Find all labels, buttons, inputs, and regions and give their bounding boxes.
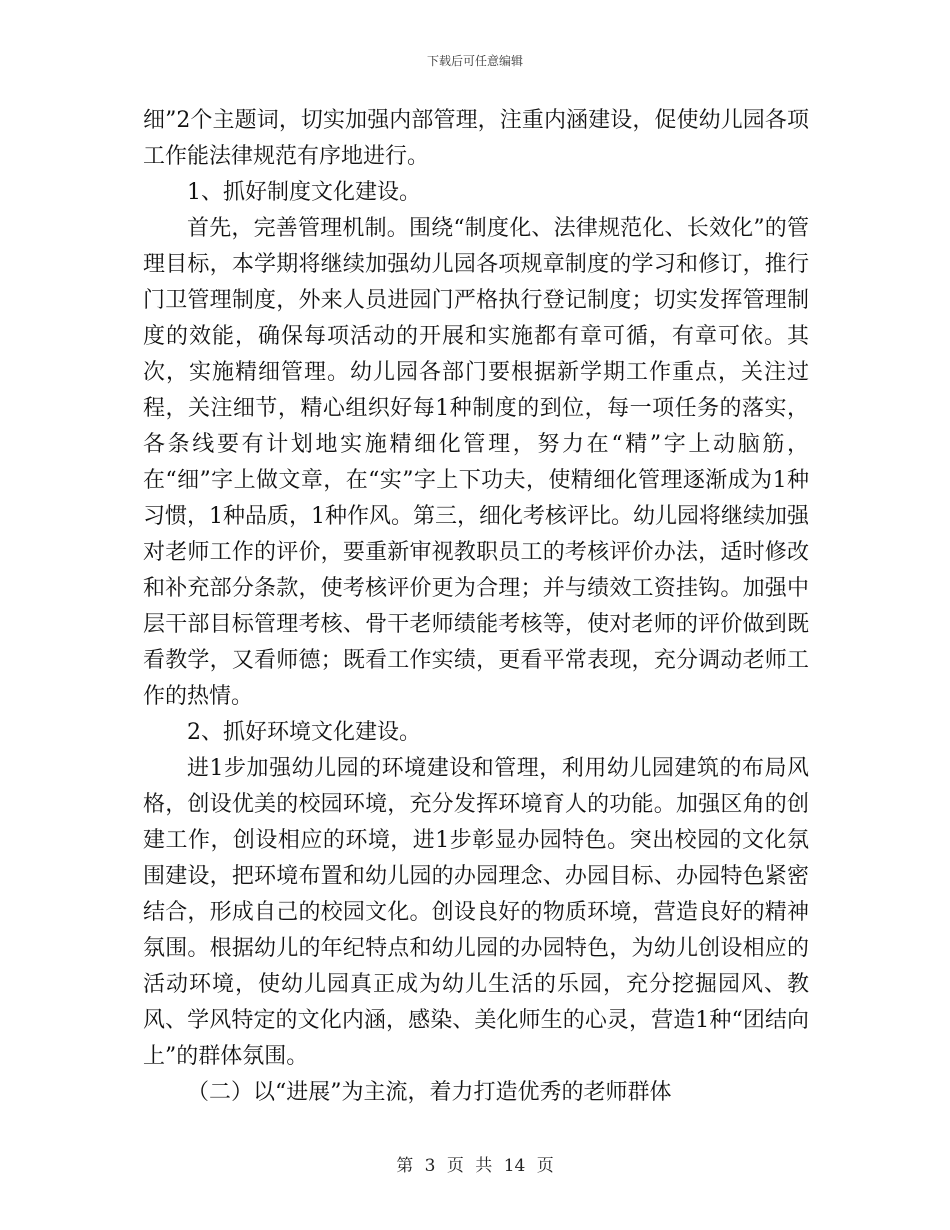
subsection-heading: （二）以“进展”为主流，着力打造优秀的老师群体	[187, 1080, 672, 1105]
section-heading-2: 2、抓好环境文化建设。	[187, 720, 421, 745]
paragraph-management: 首先，完善管理机制。围绕“制度化、法律规范化、长效化”的管理目标，本学期将继续加强幼儿园各项规章制度的学习和修订，推行门卫管理制度，外来人员进园门严格执行登记制度；切实发挥管理制度的效能，确保每项活动的开展和实施都有章可循，有章可依。其次，实施精细管理。幼儿园各部门要根据新学期工作重点，关注过程，关注细节，精心组织好每1种制度的到位，每一项任务的落实，各条线要有计划地实施精细化管理，努力在“精”字上动脑筋，在“细”字上做文章，在“实”字上下功夫，使精细化管理逐渐成为1种习惯，1种品质，1种作风。第三，细化考核评比。幼儿园将继续加强对老师工作的评价，要重新审视教职员工的考核评价办法，适时修改和补充部分条款，使考核评价更为合理；并与绩效工资挂钩。加强中层干部目标管理考核、骨干老师绩能考核等，使对老师的评价做到既看教学，又看师德；既看工作实绩，更看平常表现，充分调动老师工作的热情。	[143, 216, 809, 709]
paragraph-continuation: 细”2个主题词，切实加强内部管理，注重内涵建设，促使幼儿园各项工作能法律规范有序地进行。	[143, 108, 809, 169]
page-header-note: 下载后可任意编辑	[426, 54, 523, 68]
document-body	[143, 103, 809, 1111]
paragraph-environment: 进1步加强幼儿园的环境建设和管理，利用幼儿园建筑的布局风格，创设优美的校园环境，充分发挥环境育人的功能。加强区角的创建工作，创设相应的环境，进1步彰显办园特色。突出校园的文化氛围建设，把环境布置和幼儿园的办园理念、办园目标、办园特色紧密结合，形成自己的校园文化。创设良好的物质环境，营造良好的精神氛围。根据幼儿的年纪特点和幼儿园的办园特色，为幼儿创设相应的活动环境，使幼儿园真正成为幼儿生活的乐园，充分挖掘园风、教风、学风特定的文化内涵，感染、美化师生的心灵，营造1种“团结向上”的群体氛围。	[143, 756, 809, 1069]
section-heading-1: 1、抓好制度文化建设。	[187, 180, 421, 205]
page-footer-number: 第 3 页 共 14 页	[396, 1156, 554, 1176]
